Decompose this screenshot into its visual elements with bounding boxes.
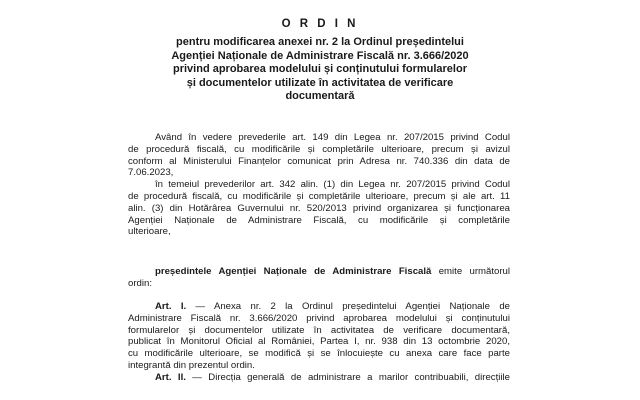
text-line: publicat în Monitorul Oficial al României, Partea I, nr. 938 din 13 octombrie 2020,: [128, 336, 510, 348]
subtitle-line: documentară: [285, 90, 355, 102]
subtitle-line: privind aprobarea modelului și conținutului formularelor: [173, 63, 467, 75]
text-line: Agenției Naționale de Administrare Fiscală, cu modificările și completările: [128, 214, 510, 226]
text-line: în temeiul prevederilor art. 342 alin. (1) din Legea nr. 207/2015 privind Codul: [155, 179, 510, 191]
text-line: formularelor și documentelor utilizate în activitatea de verificare documentară,: [128, 324, 510, 336]
issuer-name: președintele Agenției Naționale de Administrare Fiscală: [155, 266, 432, 277]
document-subtitle: [0, 36, 640, 104]
article-2: [128, 372, 510, 384]
document-title: O R D I N: [281, 18, 359, 30]
text-line: alin. (3) din Hotărârea Guvernului nr. 520/2013 privind organizarea și funcționarea: [128, 202, 510, 214]
text-line: Administrare Fiscală nr. 3.666/2020 privind aprobarea modelului și conținutului: [128, 312, 510, 324]
article-label: Art. II.: [155, 372, 186, 383]
text-line: integrantă din prezentul ordin.: [128, 359, 255, 371]
text-line: de procedură fiscală, cu modificările și completările ulterioare, precum și ale art. 11: [128, 190, 510, 202]
text-line: de procedură fiscală, cu modificările și completările ulterioare, precum și avizul: [128, 143, 510, 155]
article-label: Art. I.: [155, 301, 187, 312]
subtitle-line: pentru modificarea anexei nr. 2 la Ordinul președintelui: [176, 36, 464, 48]
article-1: [128, 301, 510, 372]
article-text: — Anexa nr. 2 la Ordinul președintelui Agenției Naționale de: [186, 301, 510, 312]
text-line: cu modificările ulterioare, se modifică și se înlocuiește cu anexa care face parte: [128, 348, 510, 360]
text-line: [128, 372, 510, 384]
issuer-text: emite următorul: [431, 266, 511, 277]
subtitle-line: Agenției Naționale de Administrare Fiscală nr. 3.666/2020: [171, 49, 469, 62]
subtitle-line: și documentelor utilizate în activitatea de verificare: [186, 76, 454, 89]
issuer-paragraph: [128, 266, 510, 290]
text-line: conform al Ministerului Finanțelor comunicat prin Adresa nr. 740.336 din data de: [128, 155, 510, 167]
text-line: ordin:: [128, 277, 152, 289]
text-line: [128, 266, 510, 278]
text-line: Având în vedere prevederile art. 149 din Legea nr. 207/2015 privind Codul: [155, 132, 510, 143]
text-line: ulterioare,: [128, 226, 171, 238]
text-line: 7.06.2023,: [128, 167, 174, 179]
text-line: [128, 301, 510, 313]
article-text: — Direcția generală de administrare a marilor contribuabili, direcțiile: [185, 372, 510, 383]
preamble: [128, 132, 510, 238]
